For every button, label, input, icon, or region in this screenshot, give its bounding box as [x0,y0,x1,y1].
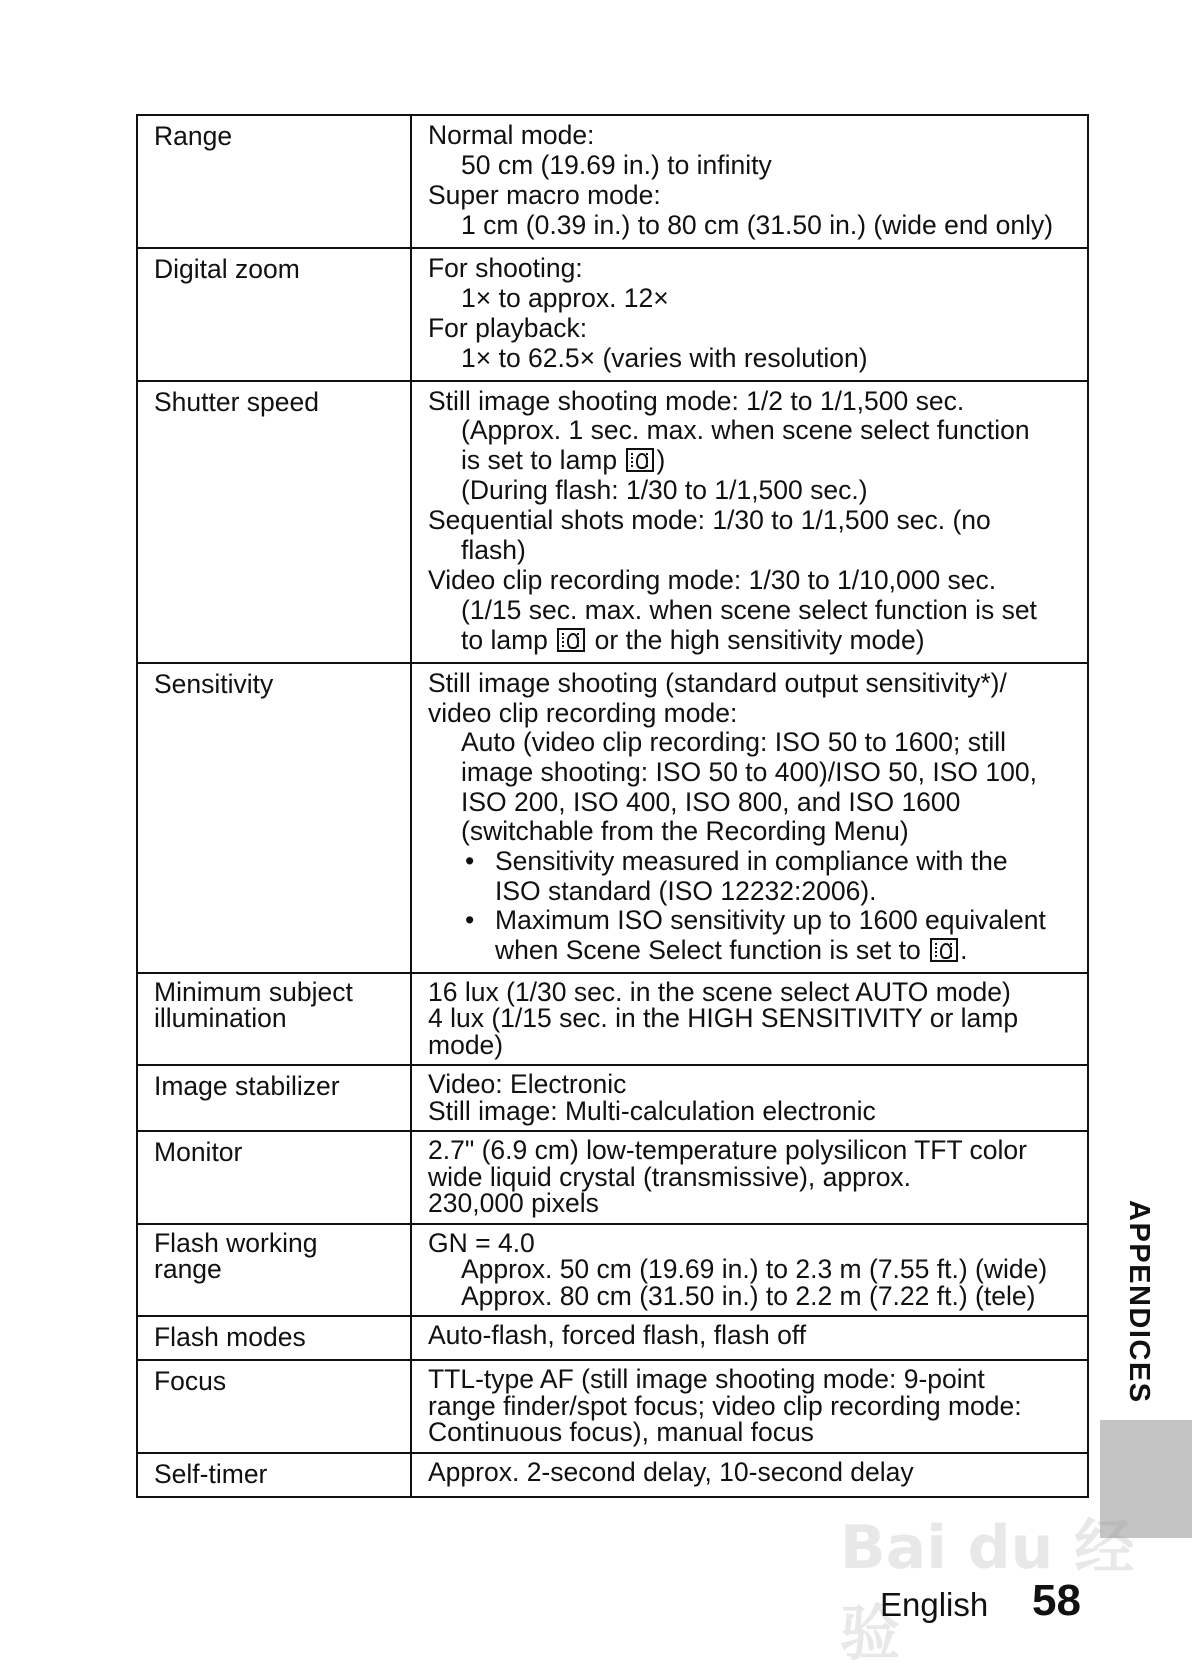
spec-label: Image stabilizer [137,1065,411,1131]
spec-line: 1 cm (0.39 in.) to 80 cm (31.50 in.) (wide end only) [461,209,1054,240]
spec-line: Video: Electronic [428,1069,627,1100]
spec-line [428,626,1077,656]
spec-value [411,1131,1088,1224]
spec-value [411,973,1088,1066]
spec-row-digital-zoom [137,248,1088,381]
spec-value [411,381,1088,663]
bullet-text [495,847,1008,906]
spec-line: flash) [461,535,526,566]
text: to lamp [461,625,556,655]
specifications-table [136,114,1089,1498]
bullet-item [428,847,1077,906]
spec-line: 4 lux (1/15 sec. in the HIGH SENSITIVITY or lamp [428,1003,1019,1034]
spec-line: 2.7" (6.9 cm) low-temperature polysilicon TFT color [428,1135,1027,1166]
spec-line: ISO standard (ISO 12232:2006). [495,875,877,906]
spec-label-line: Minimum subject [154,976,353,1007]
spec-label: Shutter speed [137,381,411,663]
bullet-dot: • [465,905,475,936]
spec-line: GN = 4.0 [428,1227,535,1258]
spec-value [411,1224,1088,1317]
spec-line: (switchable from the Recording Menu) [461,816,909,847]
footer-language: English [880,1586,989,1623]
spec-value [411,1360,1088,1453]
spec-line: 1× to approx. 12× [461,282,669,313]
spec-value [411,1453,1088,1497]
bullet-text [495,906,1046,965]
spec-line: wide liquid crystal (transmissive), approx. [428,1161,912,1192]
text: . [960,934,968,965]
spec-line: Auto-flash, forced flash, flash off [428,1320,807,1351]
spec-line: Maximum ISO sensitivity up to 1600 equivalent [495,905,1046,936]
spec-line: 1× to 62.5× (varies with resolution) [461,342,868,373]
spec-line: Normal mode: [428,120,595,150]
spec-line: 50 cm (19.69 in.) to infinity [461,149,772,180]
page-number: 58 [1032,1576,1081,1625]
spec-label [137,973,411,1066]
spec-value [411,1316,1088,1360]
spec-label: Self-timer [137,1453,411,1497]
spec-line: 230,000 pixels [428,1188,599,1219]
spec-row-flash-modes [137,1316,1088,1360]
spec-line: Super macro mode: [428,179,661,210]
spec-line: Sequential shots mode: 1/30 to 1/1,500 sec. (no [428,505,991,536]
spec-line: Still image shooting mode: 1/2 to 1/1,500 sec. [428,385,965,416]
spec-value [411,115,1088,248]
spec-line: range finder/spot focus; video clip recording mode: [428,1390,1022,1421]
spec-line: Continuous focus), manual focus [428,1417,814,1448]
spec-line: For playback: [428,312,588,343]
spec-row-flash-range [137,1224,1088,1317]
spec-line [495,936,1046,966]
spec-row-image-stabilizer [137,1065,1088,1131]
spec-line: Still image shooting (standard output sensitivity*)/ [428,667,1007,698]
lamp-scene-icon [626,448,654,472]
spec-line: For shooting: [428,252,583,283]
spec-line: (During flash: 1/30 to 1/1,500 sec.) [461,475,868,506]
spec-line: Auto (video clip recording: ISO 50 to 1600; still [461,727,1007,758]
spec-row-self-timer [137,1453,1088,1497]
spec-line: 16 lux (1/30 sec. in the scene select AUTO mode) [428,976,1011,1007]
spec-label: Sensitivity [137,663,411,973]
spec-row-monitor [137,1131,1088,1224]
spec-value [411,1065,1088,1131]
bullet-dot: • [465,845,475,876]
spec-line: (Approx. 1 sec. max. when scene select function [461,415,1030,446]
spec-line: Approx. 50 cm (19.69 in.) to 2.3 m (7.55 ft.) (wide) [461,1254,1048,1285]
lamp-scene-icon [930,938,958,962]
spec-label: Focus [137,1360,411,1453]
spec-row-minimum-illumination [137,973,1088,1066]
spec-line: Approx. 80 cm (31.50 in.) to 2.2 m (7.22 ft.) (tele) [461,1280,1036,1311]
spec-line: video clip recording mode: [428,697,738,728]
spec-line: image shooting: ISO 50 to 400)/ISO 50, ISO 100, [461,756,1037,787]
spec-label-line: range [154,1254,222,1285]
spec-row-range [137,115,1088,248]
text: is set to lamp [461,445,625,476]
spec-label: Flash modes [137,1316,411,1360]
spec-row-shutter-speed [137,381,1088,663]
spec-line: (1/15 sec. max. when scene select function is set [461,595,1037,626]
spec-line: ISO 200, ISO 400, ISO 800, and ISO 1600 [461,786,961,817]
spec-label: Range [137,115,411,248]
spec-line: Still image: Multi-calculation electronic [428,1095,876,1126]
text: when Scene Select function is set to [495,934,929,965]
watermark: Bai du 经验 [840,1513,1135,1669]
text: or the high sensitivity mode) [587,625,925,655]
spec-row-focus [137,1360,1088,1453]
spec-value [411,663,1088,973]
spec-line [428,446,1077,476]
bullet-item [428,906,1077,965]
spec-line: Video clip recording mode: 1/30 to 1/10,000 sec. [428,565,997,596]
text: ) [656,445,666,476]
spec-line: Approx. 2-second delay, 10-second delay [428,1456,914,1487]
section-side-label: APPENDICES [1123,1200,1155,1404]
spec-row-sensitivity [137,663,1088,973]
spec-label: Monitor [137,1131,411,1224]
spec-line: mode) [428,1029,504,1060]
spec-line: Sensitivity measured in compliance with the [495,845,1008,876]
spec-label-line: illumination [154,1003,287,1034]
spec-value [411,248,1088,381]
spec-label [137,1224,411,1317]
spec-label-line: Flash working [154,1227,318,1258]
spec-line: TTL-type AF (still image shooting mode: 9-point [428,1364,985,1395]
lamp-scene-icon [557,628,585,652]
spec-label: Digital zoom [137,248,411,381]
